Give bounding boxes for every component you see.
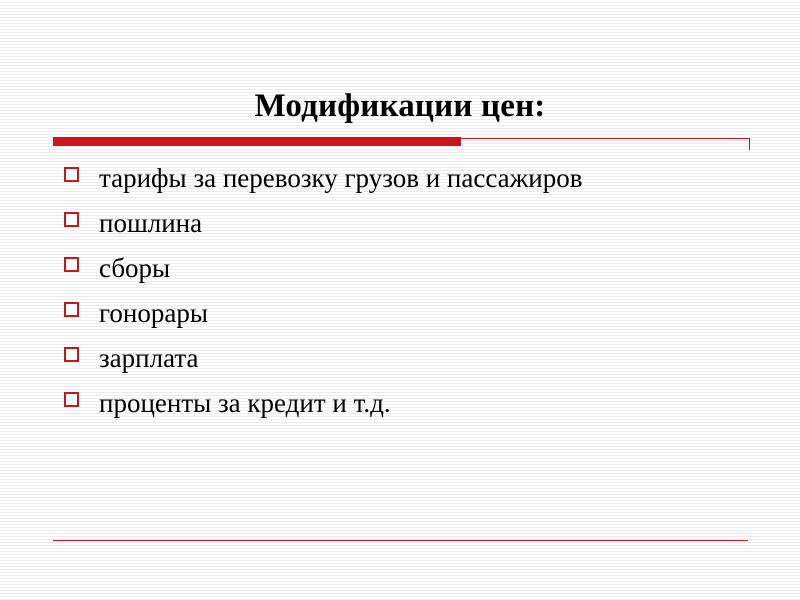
hollow-square-icon xyxy=(64,167,79,182)
hollow-square-icon xyxy=(64,257,79,272)
hollow-square-icon xyxy=(64,302,79,317)
list-item-label: гонорары xyxy=(99,298,208,328)
hollow-square-icon xyxy=(64,347,79,362)
list-item-label: пошлина xyxy=(99,208,203,238)
list-item-label: сборы xyxy=(99,253,171,283)
hollow-square-icon xyxy=(64,392,79,407)
list-item-label: тарифы за перевозку грузов и пассажиров xyxy=(99,163,583,193)
list-item-label: проценты за кредит и т.д. xyxy=(99,388,391,418)
title-divider-tick xyxy=(749,138,750,150)
hollow-square-icon xyxy=(64,212,79,227)
list-item-label: зарплата xyxy=(99,343,199,373)
title-divider-thick xyxy=(53,137,461,146)
slide-title: Модификации цен: xyxy=(254,88,546,124)
footer-divider xyxy=(53,540,748,541)
